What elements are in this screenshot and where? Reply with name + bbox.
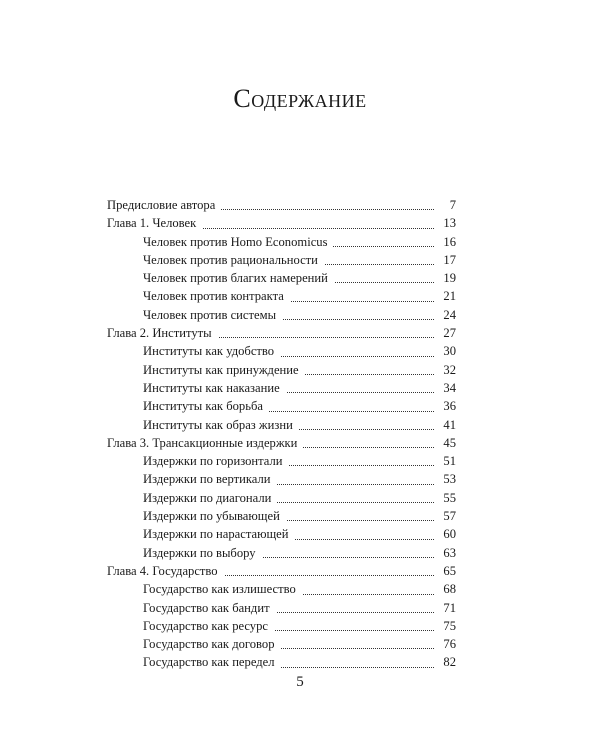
toc-section-entry [107, 269, 456, 287]
toc-chapter-entry [107, 214, 456, 232]
toc-entry-page: 7 [446, 196, 456, 214]
toc-section-entry [107, 342, 456, 360]
toc-entry-label: Издержки по нарастающей [143, 527, 295, 541]
toc-section-entry [107, 379, 456, 397]
toc-entry-label: Человек против рациональности [143, 253, 324, 267]
toc-section-entry [107, 653, 456, 671]
toc-entry-page: 19 [439, 269, 456, 287]
toc-section-entry [107, 287, 456, 305]
toc-section-entry [107, 416, 456, 434]
toc-entry-label: Предисловие автора [107, 198, 221, 212]
toc-entry-label: Государство как ресурс [143, 619, 274, 633]
toc-entry-page: 13 [439, 214, 456, 232]
toc-entry-label: Институты как образ жизни [143, 418, 299, 432]
toc-section-entry [107, 617, 456, 635]
toc-entry-page: 57 [439, 507, 456, 525]
toc-entry-label: Институты как удобство [143, 344, 280, 358]
toc-entry-page: 30 [439, 342, 456, 360]
toc-entry-page: 68 [439, 580, 456, 598]
toc-section-entry [107, 233, 456, 251]
toc-entry-label: Государство как бандит [143, 601, 276, 615]
page-number: 5 [296, 674, 304, 690]
table-of-contents [107, 196, 456, 672]
toc-entry-label: Государство как передел [143, 655, 281, 669]
toc-entry-label: Глава 4. Государство [107, 564, 224, 578]
toc-entry-label: Институты как наказание [143, 381, 286, 395]
toc-entry-page: 75 [439, 617, 456, 635]
toc-entry-label: Издержки по диагонали [143, 491, 277, 505]
toc-entry-label: Глава 3. Трансакционные издержки [107, 436, 303, 450]
toc-entry-page: 51 [439, 452, 456, 470]
toc-entry-label: Глава 1. Человек [107, 216, 202, 230]
toc-section-entry [107, 361, 456, 379]
toc-section-entry [107, 397, 456, 415]
toc-section-entry [107, 635, 456, 653]
toc-entry-page: 24 [439, 306, 456, 324]
toc-section-entry [107, 507, 456, 525]
toc-entry-label: Государство как излишество [143, 582, 302, 596]
toc-section-entry [107, 470, 456, 488]
toc-entry-label: Издержки по горизонтали [143, 454, 289, 468]
toc-entry-page: 45 [439, 434, 456, 452]
toc-entry-page: 34 [439, 379, 456, 397]
toc-chapter-entry [107, 562, 456, 580]
toc-entry-label: Институты как борьба [143, 399, 269, 413]
toc-chapter-entry [107, 324, 456, 342]
toc-entry-page: 32 [439, 361, 456, 379]
toc-entry-page: 82 [439, 653, 456, 671]
toc-entry-page: 71 [439, 599, 456, 617]
toc-entry-page: 60 [439, 525, 456, 543]
toc-entry-page: 63 [439, 544, 456, 562]
toc-entry-label: Человек против системы [143, 308, 282, 322]
toc-entry-page: 53 [439, 470, 456, 488]
toc-entry-label: Человек против контракта [143, 289, 290, 303]
toc-section-entry [107, 580, 456, 598]
toc-entry-label: Государство как договор [143, 637, 281, 651]
toc-entry-page: 27 [439, 324, 456, 342]
toc-entry-page: 21 [439, 287, 456, 305]
toc-chapter-entry [107, 196, 456, 214]
toc-entry-page: 76 [439, 635, 456, 653]
toc-section-entry [107, 251, 456, 269]
toc-entry-label: Институты как принуждение [143, 363, 305, 377]
toc-entry-page: 17 [439, 251, 456, 269]
toc-entry-label: Глава 2. Институты [107, 326, 218, 340]
toc-entry-label: Человек против благих намерений [143, 271, 334, 285]
toc-entry-page: 65 [439, 562, 456, 580]
page-title: Содержание [233, 84, 367, 113]
toc-chapter-entry [107, 434, 456, 452]
toc-section-entry [107, 489, 456, 507]
toc-section-entry [107, 452, 456, 470]
toc-entry-label: Человек против Homo Economicus [143, 235, 333, 249]
toc-section-entry [107, 525, 456, 543]
toc-entry-page: 55 [439, 489, 456, 507]
toc-entry-label: Издержки по вертикали [143, 472, 277, 486]
toc-section-entry [107, 599, 456, 617]
toc-entry-label: Издержки по убывающей [143, 509, 286, 523]
toc-entry-page: 16 [439, 233, 456, 251]
toc-section-entry [107, 544, 456, 562]
toc-entry-page: 41 [439, 416, 456, 434]
toc-section-entry [107, 306, 456, 324]
toc-entry-page: 36 [439, 397, 456, 415]
toc-entry-label: Издержки по выбору [143, 546, 262, 560]
